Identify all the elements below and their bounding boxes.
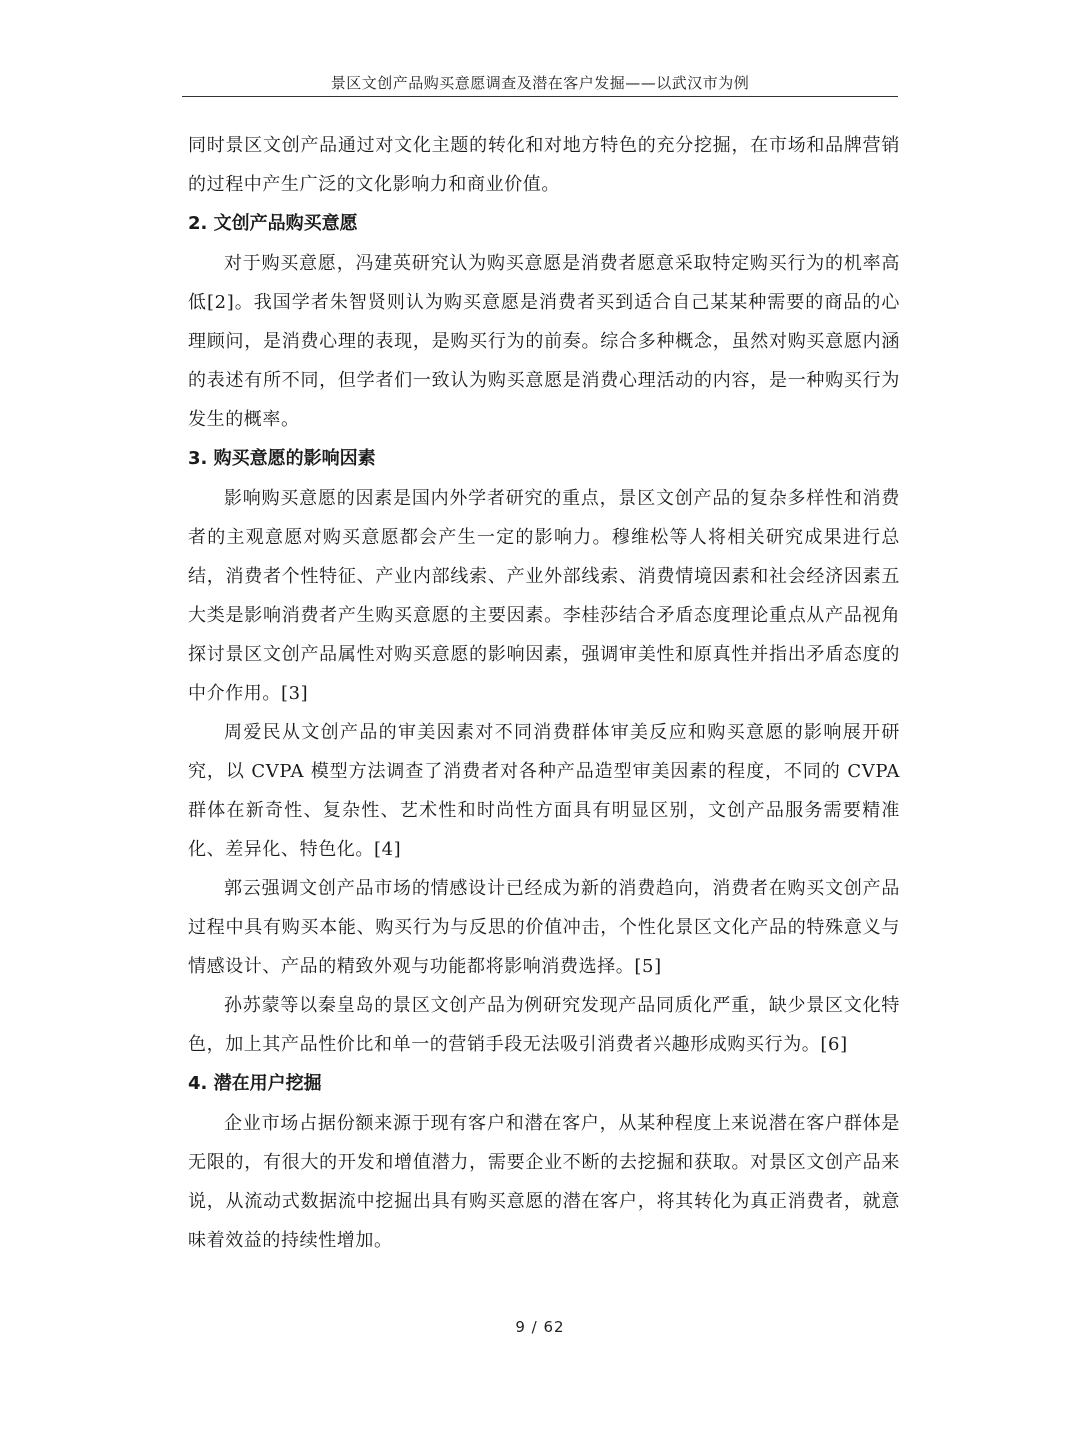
paragraph-influencing-factors-1: 影响购买意愿的因素是国内外学者研究的重点，景区文创产品的复杂多样性和消费者的主观意愿对购买意愿都会产生一定的影响力。穆维松等人将相关研究成果进行总结，消费者个性特征、产业内部线索、产业外部线索、消费情境因素和社会经济因素五大类是影响消费者产生购买意愿的主要因素。李桂莎结合矛盾态度理论重点从产品视角探讨景区文创产品属性对购买意愿的影响因素，强调审美性和原真性并指出矛盾态度的中介作用。[3] <box>188 488 900 704</box>
section-heading-potential-users: 4. 潜在用户挖掘 <box>188 1073 322 1094</box>
page-number: 9 / 62 <box>515 1318 565 1336</box>
paragraph-purchase-intention: 对于购买意愿，冯建英研究认为购买意愿是消费者愿意采取特定购买行为的机率高低[2]。我国学者朱智贤则认为购买意愿是消费者买到适合自己某某种需要的商品的心理顾问，是消费心理的表现，是购买行为的前奏。综合多种概念，虽然对购买意愿内涵的表述有所不同，但学者们一致认为购买意愿是消费心理活动的内容，是一种购买行为发生的概率。 <box>188 253 900 430</box>
header-rule <box>182 96 898 97</box>
paragraph-potential-users: 企业市场占据份额来源于现有客户和潜在客户，从某种程度上来说潜在客户群体是无限的，有很大的开发和增值潜力，需要企业不断的去挖掘和获取。对景区文创产品来说，从流动式数据流中挖掘出具有购买意愿的潜在客户，将其转化为真正消费者，就意味着效益的持续性增加。 <box>188 1113 900 1251</box>
paragraph-continuation: 同时景区文创产品通过对文化主题的转化和对地方特色的充分挖掘，在市场和品牌营销的过程中产生广泛的文化影响力和商业价值。 <box>188 135 900 195</box>
section-heading-influencing-factors: 3. 购买意愿的影响因素 <box>188 448 376 469</box>
section-heading-purchase-intention: 2. 文创产品购买意愿 <box>188 213 358 234</box>
paragraph-influencing-factors-3: 郭云强调文创产品市场的情感设计已经成为新的消费趋向，消费者在购买文创产品过程中具有购买本能、购买行为与反思的价值冲击，个性化景区文化产品的特殊意义与情感设计、产品的精致外观与功能都将影响消费选择。[5] <box>188 878 900 977</box>
body-text <box>188 126 900 1260</box>
running-header: 景区文创产品购买意愿调查及潜在客户发掘——以武汉市为例 <box>330 74 750 92</box>
paragraph-influencing-factors-4: 孙苏蒙等以秦皇岛的景区文创产品为例研究发现产品同质化严重，缺少景区文化特色，加上其产品性价比和单一的营销手段无法吸引消费者兴趣形成购买行为。[6] <box>188 995 900 1055</box>
paragraph-influencing-factors-2: 周爱民从文创产品的审美因素对不同消费群体审美反应和购买意愿的影响展开研究，以 CVPA 模型方法调查了消费者对各种产品造型审美因素的程度，不同的 CVPA 群体在新奇性、复杂性、艺术性和时尚性方面具有明显区别，文创产品服务需要精准化、差异化、特色化。[4] <box>188 722 900 860</box>
